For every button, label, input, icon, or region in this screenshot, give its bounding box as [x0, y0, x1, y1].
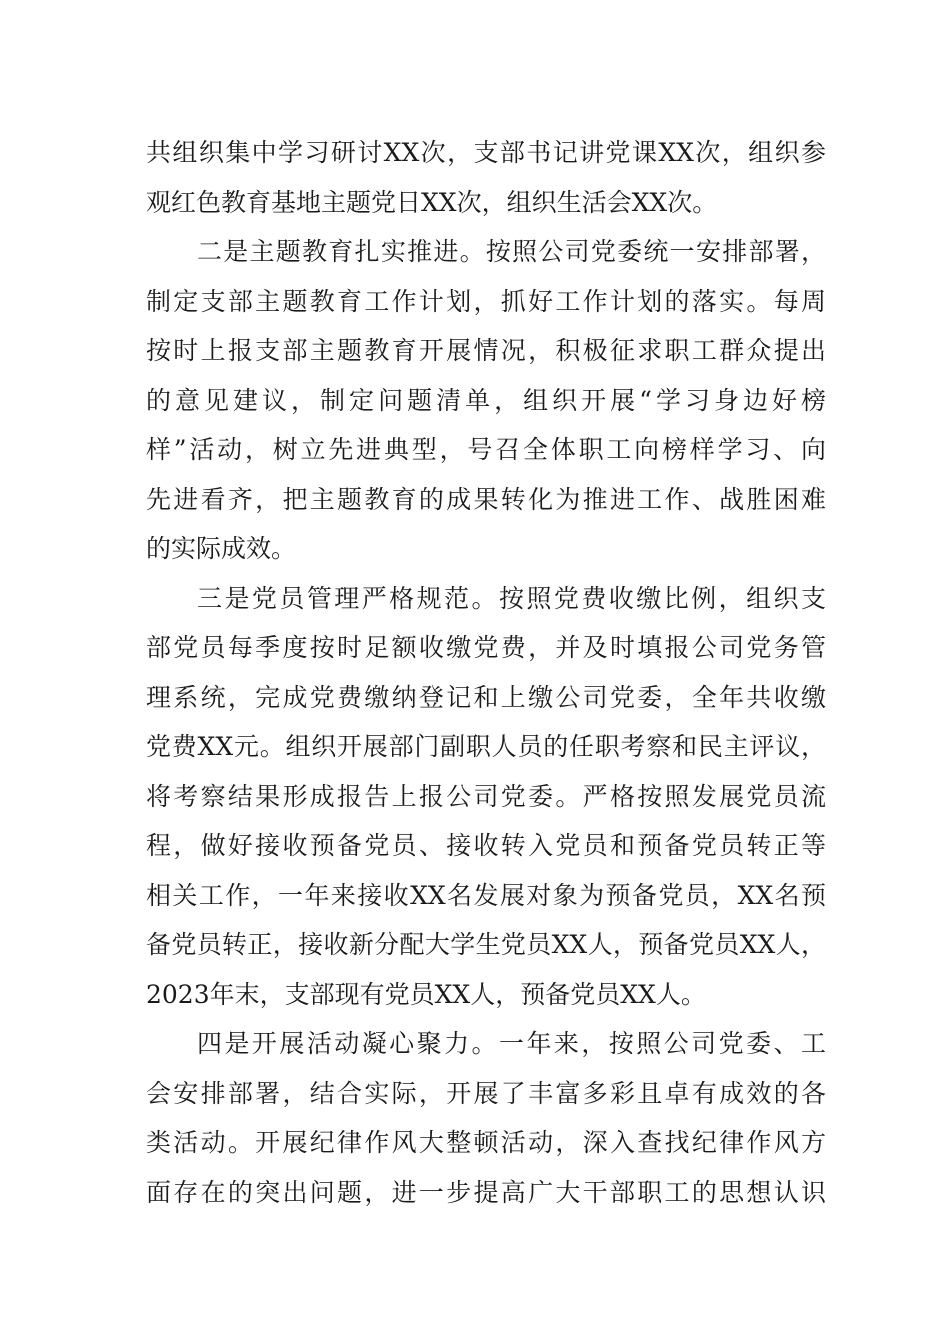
text-line: 类活动。开展纪律作风大整顿活动，深入查找纪律作风方	[146, 1128, 826, 1157]
text-line: 共组织集中学习研讨XX次，支部书记讲党课XX次，组织参	[146, 138, 826, 167]
text-line: 部党员每季度按时足额收缴党费，并及时填报公司党务管	[146, 633, 826, 662]
text-line: 四是开展活动凝心聚力。一年来，按照公司党委、工	[197, 1029, 826, 1058]
text-line: 相关工作，一年来接收XX名发展对象为预备党员，XX名预	[146, 880, 826, 910]
text-line: 制定支部主题教育工作计划，抓好工作计划的落实。每周	[146, 286, 826, 316]
text-line: 程，做好接收预备党员、接收转入党员和预备党员转正等	[146, 831, 826, 860]
paragraph	[146, 1019, 826, 1217]
paragraph	[146, 574, 826, 1020]
text-line: 面存在的突出问题，进一步提高广大干部职工的思想认识	[146, 1177, 826, 1207]
text-line: 党费XX元。组织开展部门副职人员的任职考察和民主评议，	[146, 732, 826, 761]
text-line: 会安排部署，结合实际，开展了丰富多彩且卓有成效的各	[146, 1078, 826, 1108]
text-line: 按时上报支部主题教育开展情况，积极征求职工群众提出	[146, 336, 826, 365]
paragraph	[146, 227, 826, 574]
document-body	[146, 128, 826, 1217]
text-line: 观红色教育基地主题党日XX次，组织生活会XX次。	[146, 187, 718, 217]
text-line: 二是主题教育扎实推进。按照公司党委统一安排部署，	[197, 237, 826, 266]
text-line: 的意见建议，制定问题清单，组织开展“学习身边好榜	[146, 385, 826, 415]
text-line: 样”活动，树立先进典型，号召全体职工向榜样学习、向	[146, 435, 826, 464]
text-line: 三是党员管理严格规范。按照党费收缴比例，组织支	[197, 583, 826, 613]
paragraph	[146, 128, 826, 227]
text-line: 理系统，完成党费缴纳登记和上缴公司党委，全年共收缴	[146, 682, 826, 712]
text-line: 先进看齐，把主题教育的成果转化为推进工作、战胜困难	[146, 484, 826, 514]
text-line: 备党员转正，接收新分配大学生党员XX人，预备党员XX人，	[146, 930, 826, 959]
text-line: 2023年末，支部现有党员XX人，预备党员XX人。	[146, 979, 706, 1009]
text-line: 将考察结果形成报告上报公司党委。严格按照发展党员流	[146, 781, 826, 811]
text-line: 的实际成效。	[146, 534, 297, 563]
